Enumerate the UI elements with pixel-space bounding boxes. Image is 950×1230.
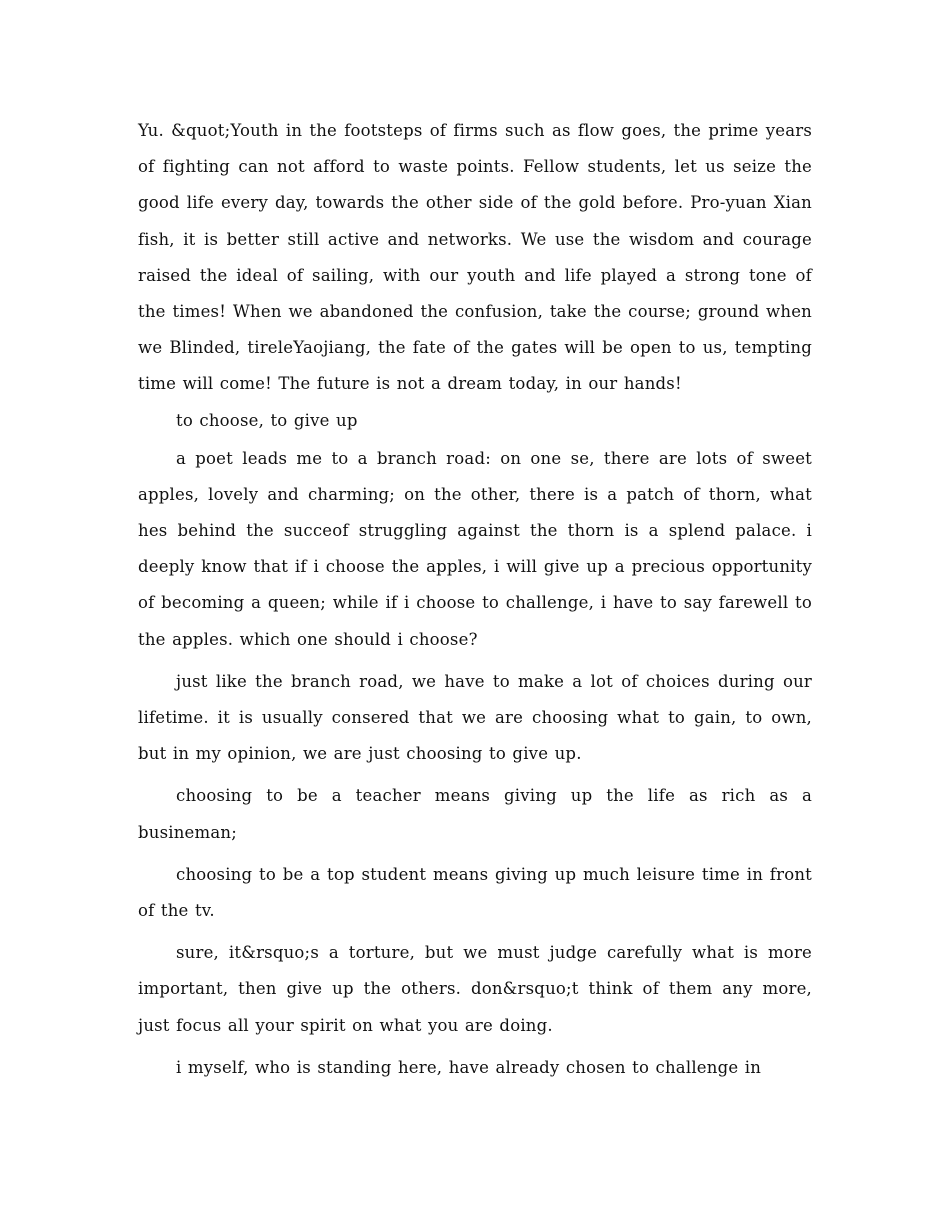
paragraph-top-student: choosing to be a top student means giving up much leisure time in front of the tv.: [138, 864, 812, 921]
paragraph-branch-road: a poet leads me to a branch road: on one se, there are lots of sweet apples, lovely and charming; on the other, there is a patch of thorn, what hes behind the succeof struggling against the thorn is a splend palace. i deeply know that if i choose the apples, i will give up a precious opportunity of becoming a queen; while if i choose to challenge, i have to say farewell to the apples. which one should i choose?: [138, 448, 812, 649]
paragraph-youth: Yu. &quot;Youth in the footsteps of firms such as flow goes, the prime years of fighting can not afford to waste points. Fellow students, let us seize the good life every day, towards the other side of the gold before. Pro-yuan Xian fish, it is better still active and networks. We use the wisdom and courage raised the ideal of sailing, with our youth and life played a strong tone of the times! When we abandoned the confusion, take the course; ground when we Blinded, tireleYaojiang, the fate of the gates will be open to us, tempting time will come! The future is not a dream today, in our hands!: [138, 121, 812, 394]
paragraph-choices: just like the branch road, we have to make a lot of choices during our lifetime. it is usually consered that we are choosing what to gain, to own, but in my opinion, we are just choosing to give up.: [138, 671, 812, 764]
paragraph-myself: i myself, who is standing here, have already chosen to challenge in: [176, 1057, 762, 1077]
paragraph-torture: sure, it&rsquo;s a torture, but we must judge carefully what is more important, then give up the others. don&rsquo;t think of them any more, just focus all your spirit on what you are doing.: [138, 943, 812, 1035]
section-heading: to choose, to give up: [176, 410, 358, 430]
document-page: [138, 113, 812, 1092]
paragraph-teacher: choosing to be a teacher means giving up the life as rich as a busineman;: [138, 786, 812, 842]
